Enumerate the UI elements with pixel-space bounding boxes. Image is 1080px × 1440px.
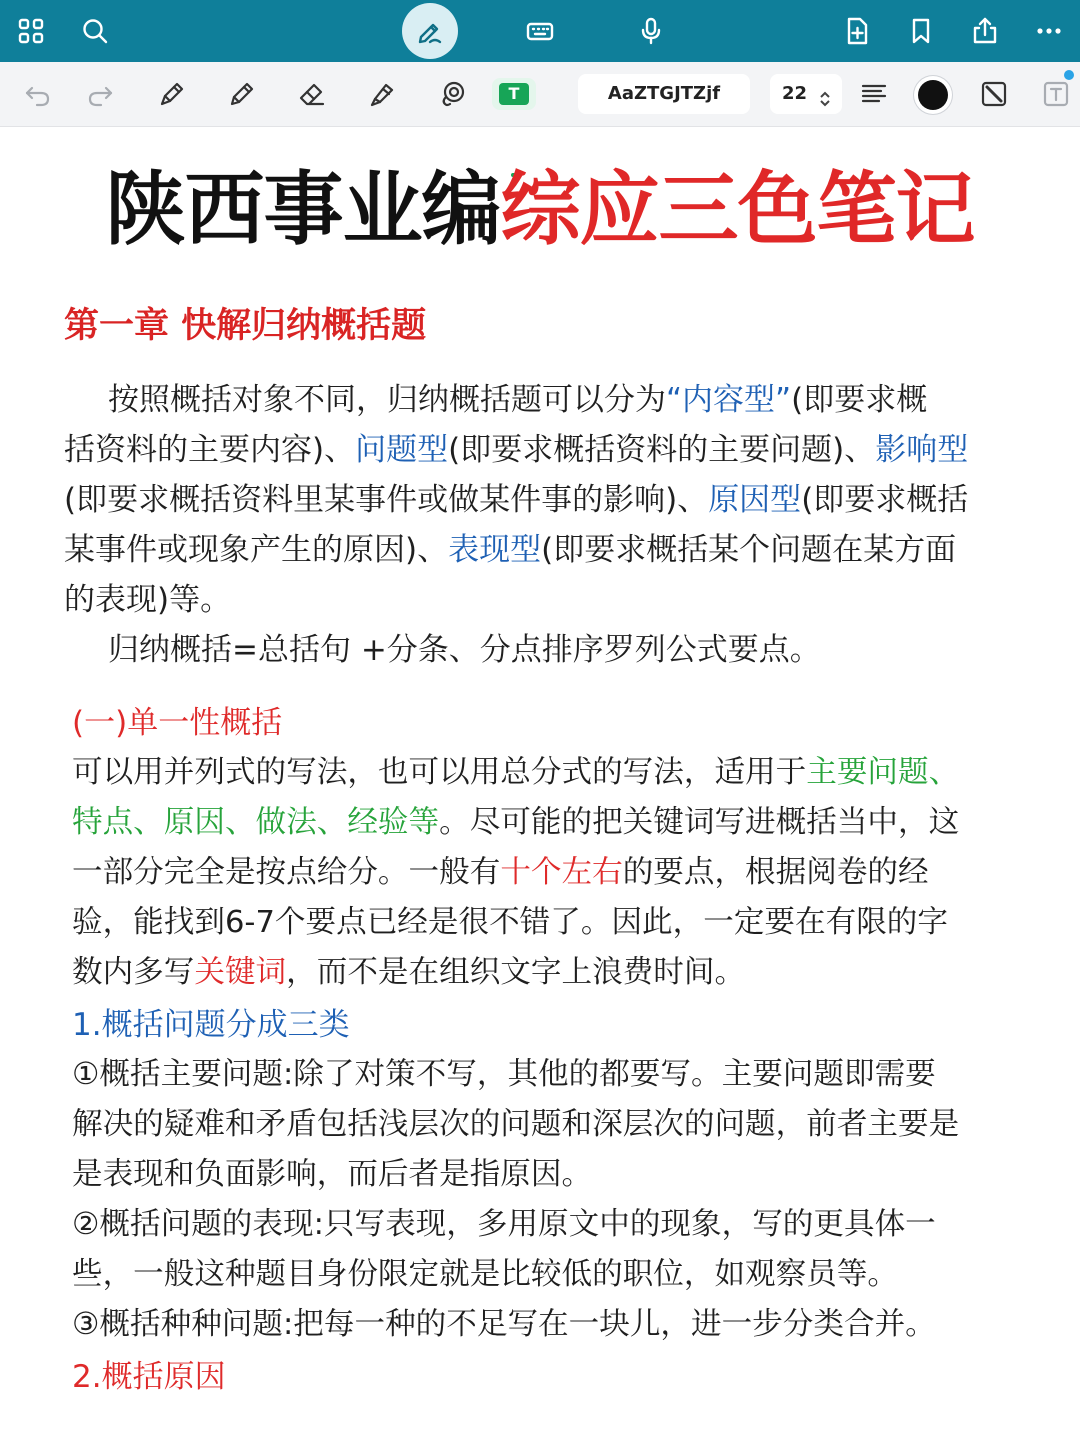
chapter-heading: 第一章 快解归纳概括题	[64, 306, 427, 346]
subheading-problem-types: 1.概括问题分成三类	[72, 1007, 350, 1043]
text: (即要求概	[791, 382, 928, 418]
keyword-red: 关键词	[194, 955, 287, 990]
sub1-line-6: ③概括种种问题:把每一种的不足写在一块儿，进一步分类合并。	[72, 1307, 936, 1342]
title-red-part: 综应三色笔记	[500, 163, 975, 256]
font-size-stepper[interactable]	[770, 74, 842, 114]
sub1-line-3: 是表现和负面影响，而后者是指原因。	[72, 1157, 593, 1192]
add-page-icon[interactable]	[834, 8, 880, 54]
intro-line-3	[64, 475, 968, 525]
keyword-red: 十个左右	[500, 855, 623, 890]
app-top-bar	[0, 0, 1080, 62]
keyword-content-type: “内容型”	[666, 382, 792, 418]
keyword-green: 特点、原因、做法、经验等	[72, 805, 440, 840]
color-swatch	[918, 80, 948, 110]
text: 。尽可能的把关键词写进概括当中，这	[439, 805, 960, 840]
highlighter-icon[interactable]	[362, 74, 402, 114]
text: ，而不是在组织文字上浪费时间。	[286, 955, 746, 990]
section1-line-1	[72, 748, 959, 798]
keyword-manifestation-type: 表现型	[448, 532, 542, 568]
section1-line-4: 验，能找到6-7个要点已经是很不错了。因此，一定要在有限的字	[72, 905, 948, 940]
sub1-line-1: ①概括主要问题:除了对策不写，其他的都要写。主要问题即需要	[72, 1057, 936, 1092]
pen-mode-icon[interactable]	[402, 3, 458, 59]
color-icon[interactable]	[914, 76, 952, 114]
bookmark-icon[interactable]	[898, 8, 944, 54]
text-box-icon[interactable]	[1036, 74, 1076, 114]
stepper-arrows-icon	[818, 84, 832, 104]
keyboard-icon[interactable]	[517, 8, 563, 54]
sub1-line-2: 解决的疑难和矛盾包括浅层次的问题和深层次的问题，前者主要是	[72, 1107, 960, 1142]
text: (即要求概括	[801, 482, 969, 518]
title-black-part: 陕西事业编	[105, 163, 501, 256]
notification-dot	[1064, 70, 1074, 80]
sub1-line-5: 些，一般这种题目身份限定就是比较低的职位，如观察员等。	[72, 1257, 899, 1292]
keyword-cause-type: 原因型	[708, 482, 802, 518]
pen-icon[interactable]	[152, 74, 192, 114]
microphone-icon[interactable]	[628, 8, 674, 54]
intro-line-5: 的表现)等。	[64, 582, 232, 618]
text: 的要点，根据阅卷的经	[622, 855, 929, 890]
tool-bar	[0, 62, 1080, 127]
text: 可以用并列式的写法，也可以用总分式的写法，适用于	[72, 755, 807, 790]
text: 某事件或现象产生的原因)、	[64, 532, 449, 568]
stroke-box-icon[interactable]	[974, 74, 1014, 114]
pencil-icon[interactable]	[222, 74, 262, 114]
intro-line-2	[64, 425, 968, 475]
text: (即要求概括资料里某事件或做某件事的影响)、	[64, 482, 709, 518]
keyword-impact-type: 影响型	[875, 432, 969, 468]
font-size-value: 22	[782, 83, 808, 104]
keyword-green: 主要问题、	[806, 755, 960, 790]
text-tool-glyph: T	[499, 83, 529, 105]
share-icon[interactable]	[962, 8, 1008, 54]
section1-line-2	[72, 798, 959, 848]
grid-icon[interactable]	[8, 8, 54, 54]
subheading-causes: 2.概括原因	[72, 1359, 226, 1395]
section1-line-5	[72, 948, 745, 998]
text: 数内多写	[72, 955, 195, 990]
text: (即要求概括资料的主要问题)、	[448, 432, 876, 468]
keyword-problem-type: 问题型	[355, 432, 449, 468]
text-tool-icon[interactable]	[492, 78, 536, 110]
intro-line-1	[108, 375, 927, 425]
text: 一部分完全是按点给分。一般有	[72, 855, 501, 890]
text: (即要求概括某个问题在某方面	[541, 532, 957, 568]
sub1-line-4: ②概括问题的表现:只写表现，多用原文中的现象，写的更具体一	[72, 1207, 936, 1242]
search-icon[interactable]	[72, 8, 118, 54]
undo-icon[interactable]	[18, 74, 58, 114]
text: 按照概括对象不同，归纳概括题可以分为	[108, 382, 666, 418]
text: 括资料的主要内容)、	[64, 432, 356, 468]
section1-line-3	[72, 848, 929, 898]
redo-icon[interactable]	[80, 74, 120, 114]
lasso-icon[interactable]	[432, 74, 472, 114]
intro-line-6: 归纳概括=总括句 +分条、分点排序罗列公式要点。	[108, 632, 821, 668]
intro-line-4	[64, 525, 956, 575]
more-icon[interactable]	[1026, 8, 1072, 54]
page-title	[0, 160, 1080, 260]
align-icon[interactable]	[854, 74, 894, 114]
section-heading-single: (一)单一性概括	[72, 705, 283, 741]
font-selector[interactable]: AaZTGJTZjf	[578, 74, 750, 114]
eraser-icon[interactable]	[292, 74, 332, 114]
